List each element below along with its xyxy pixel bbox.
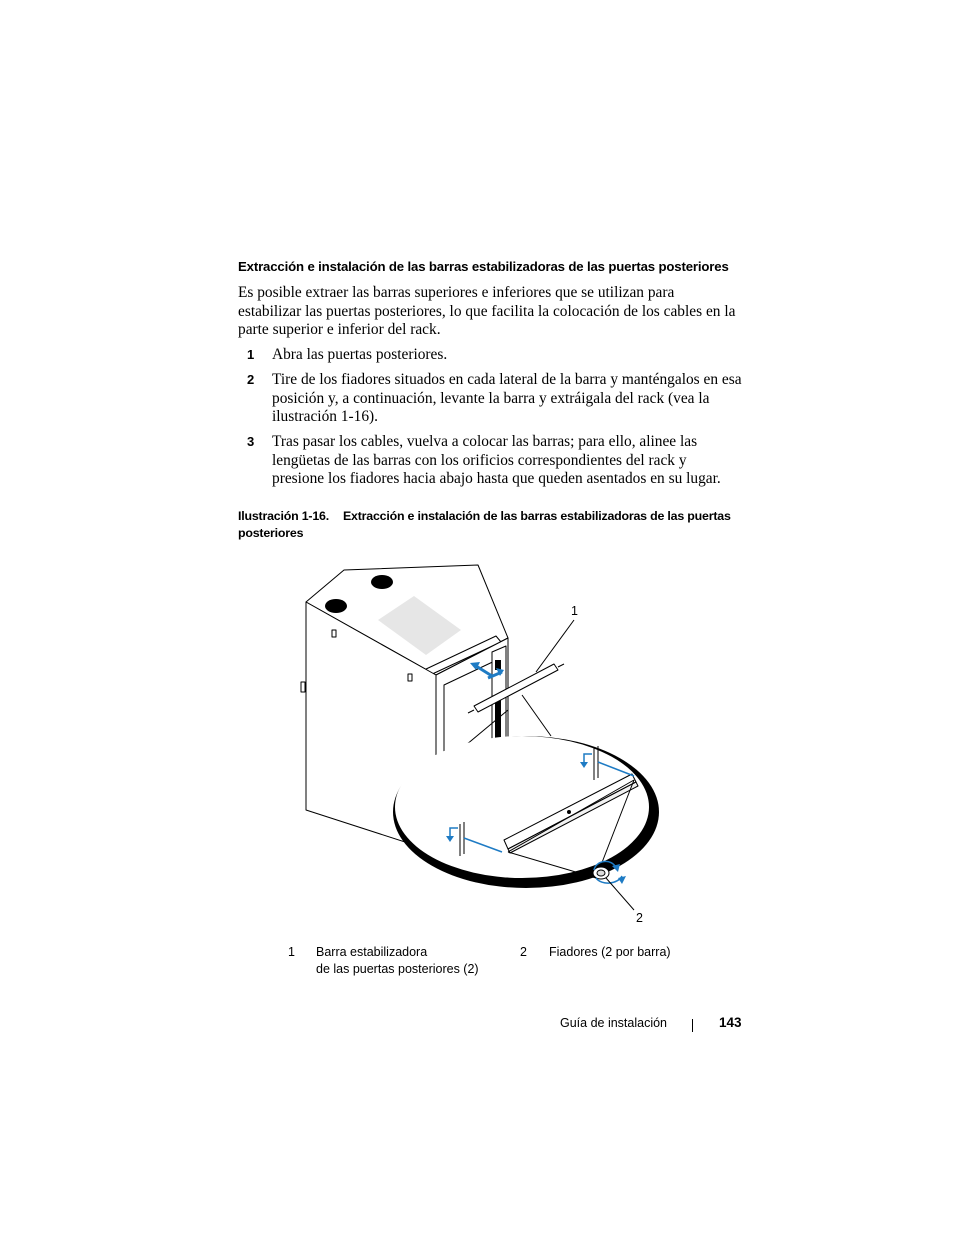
legend-number-1: 1	[288, 945, 295, 959]
step-number: 1	[247, 347, 255, 362]
figure-caption	[238, 508, 748, 542]
legend-text-2: Fiadores (2 por barra)	[549, 945, 671, 959]
figure-label: Ilustración 1-16.	[238, 509, 329, 523]
step-number: 3	[247, 434, 255, 449]
step-text: Tras pasar los cables, vuelva a colocar las barras; para ello, alinee las lengüetas de las barras con los orificios correspondientes del rack y presione los fiadores hacia abajo hasta que queden asentados en su lugar.	[272, 433, 721, 488]
callout-1: 1	[571, 604, 578, 618]
callout-2: 2	[636, 911, 643, 925]
step-text: Tire de los fiadores situados en cada lateral de la barra y manténgalos en esa posición y, a continuación, levante la barra y extráigala del rack (vea la ilustración 1-16).	[272, 371, 742, 426]
legend-text-1-line2: de las puertas posteriores (2)	[316, 962, 479, 976]
rack-stabilizer-bar-illustration	[296, 560, 666, 940]
figure-title: Extracción e instalación de las barras estabilizadoras de las puertas posteriores	[238, 509, 731, 540]
legend-number-2: 2	[520, 945, 527, 959]
intro-paragraph: Es posible extraer las barras superiores e inferiores que se utilizan para estabilizar las puertas posteriores, lo que facilita la colocación de los cables en la parte superior e inferior del rack.	[238, 284, 736, 339]
step-text: Abra las puertas posteriores.	[272, 346, 448, 363]
section-title: Extracción e instalación de las barras estabilizadoras de las puertas posteriores	[238, 259, 729, 274]
page-number: 143	[719, 1015, 742, 1030]
step-number: 2	[247, 372, 255, 387]
footer-separator	[692, 1019, 693, 1032]
footer-guide-label: Guía de instalación	[560, 1016, 668, 1030]
legend-text-1-line1: Barra estabilizadora	[316, 945, 428, 959]
